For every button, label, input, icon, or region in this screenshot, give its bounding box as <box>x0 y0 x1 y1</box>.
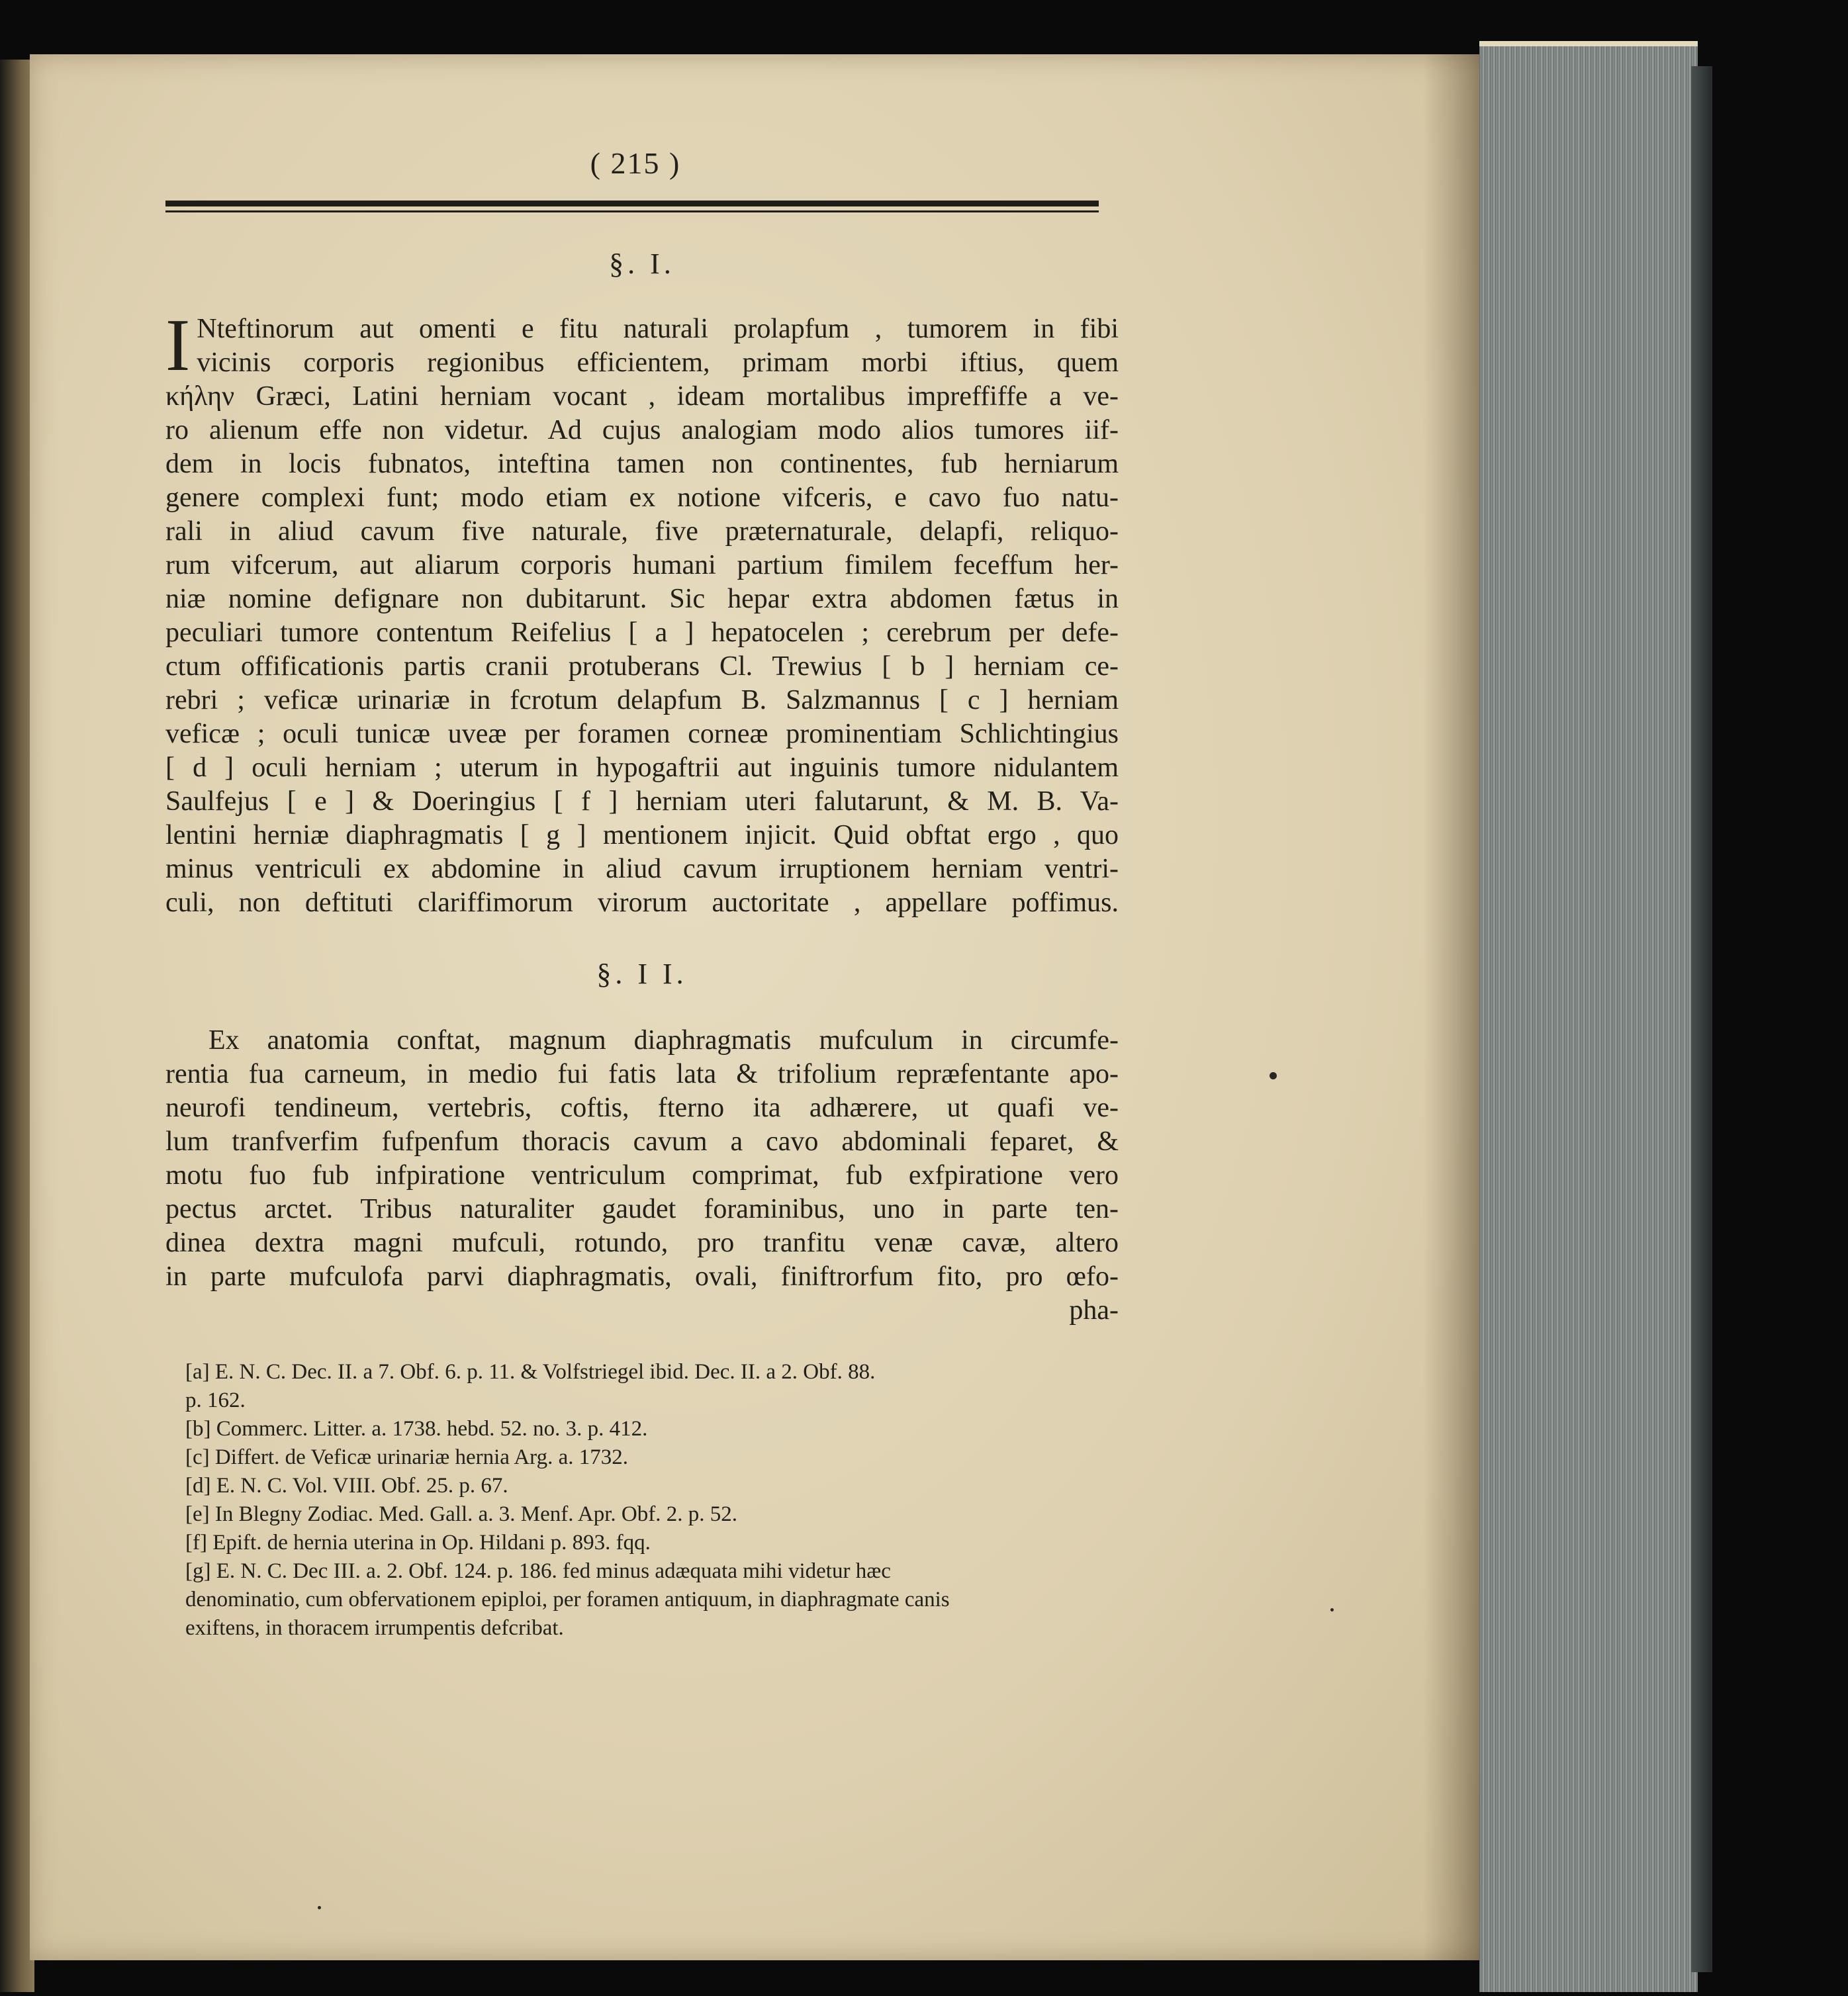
text-line: κήλην Græci, Latini herniam vocant , ideam mortalibus impreffiffe a ve- <box>165 381 1119 412</box>
text-line: peculiari tumore contentum Reifelius [ a ] hepatocelen ; cerebrum per defe- <box>165 617 1119 648</box>
text-line: rum vifcerum, aut aliarum corporis humani partium fimilem feceffum her- <box>165 550 1119 580</box>
text-line: rali in aliud cavum five naturale, five præternaturale, delapfi, reliquo- <box>165 516 1119 547</box>
text-line: Nteftinorum aut omenti e fitu naturali prolapfum , tumorem in fibi <box>197 314 1119 344</box>
footnote: [c] Differt. de Veficæ urinariæ hernia Arg. a. 1732. <box>185 1445 628 1469</box>
gutter-shadow <box>1423 54 1486 1960</box>
text-line: rebri ; veficæ urinariæ in fcrotum delapfum B. Salzmannus [ c ] herniam <box>165 685 1119 715</box>
text-line: neurofi tendineum, vertebris, coftis, fterno ita adhærere, ut quafi ve- <box>165 1093 1119 1123</box>
text-line: Ex anatomia conftat, magnum diaphragmatis mufculum in circumfe- <box>208 1025 1119 1056</box>
text-line: Saulfejus [ e ] & Doeringius [ f ] herniam uteri falutarunt, & M. B. Va- <box>165 786 1119 817</box>
text-line: lentini herniæ diaphragmatis [ g ] mentionem injicit. Quid obftat ergo , quo <box>165 820 1119 850</box>
section-heading-2: §. I I. <box>596 958 688 990</box>
footnote: [e] In Blegny Zodiac. Med. Gall. a. 3. Menf. Apr. Obf. 2. p. 52. <box>185 1502 737 1526</box>
text-line: rentia fua carneum, in medio fui fatis lata & trifolium repræfentante apo- <box>165 1059 1119 1089</box>
footnote: [g] E. N. C. Dec III. a. 2. Obf. 124. p. 186. fed minus adæquata mihi videtur hæc <box>185 1559 891 1583</box>
page-number: ( 215 ) <box>590 146 681 180</box>
page-stack-edge <box>1479 46 1698 1992</box>
footnotes <box>185 1358 1119 1643</box>
footnote: [a] E. N. C. Dec. II. a 7. Obf. 6. p. 11. & Volfstriegel ibid. Dec. II. a 2. Obf. 88. <box>185 1360 876 1384</box>
text-line: minus ventriculi ex abdomine in aliud cavum irruptionem herniam ventri- <box>165 854 1119 884</box>
text-line: lum tranfverfim fufpenfum thoracis cavum a cavo abdominali feparet, & <box>165 1126 1119 1157</box>
paragraph-2 <box>165 1024 1119 1328</box>
text-line: pectus arctet. Tribus naturaliter gaudet foraminibus, uno in parte ten- <box>165 1194 1119 1224</box>
text-line: ctum offificationis partis cranii protuberans Cl. Trewius [ b ] herniam ce- <box>165 651 1119 682</box>
section-heading-1: §. I. <box>609 248 675 280</box>
header-rule-thin <box>165 210 1099 212</box>
text-line: niæ nomine defignare non dubitarunt. Sic hepar extra abdomen fætus in <box>165 584 1119 614</box>
text-line: ro alienum effe non videtur. Ad cujus analogiam modo alios tumores iif- <box>165 415 1119 445</box>
footnote: [f] Epift. de hernia uterina in Op. Hildani p. 893. fqq. <box>185 1531 651 1555</box>
drop-cap: I <box>165 304 191 386</box>
text-line: motu fuo fub infpiratione ventriculum comprimat, fub exfpiratione vero <box>165 1160 1119 1191</box>
text-line: dinea dextra magni mufculi, rotundo, pro tranfitu venæ cavæ, altero <box>165 1228 1119 1258</box>
text-line: genere complexi funt; modo etiam ex notione vifceris, e cavo fuo natu- <box>165 482 1119 513</box>
text-line: [ d ] oculi herniam ; uterum in hypogaftrii aut inguinis tumore nidulantem <box>165 752 1119 783</box>
footnote: [d] E. N. C. Vol. VIII. Obf. 25. p. 67. <box>185 1474 508 1498</box>
header-rule-thick <box>165 201 1099 206</box>
text-line: culi, non deftituti clariffimorum virorum auctoritate , appellare poffimus. <box>165 887 1119 918</box>
book-cover-edge <box>1691 66 1712 1972</box>
text-area <box>165 146 1119 1643</box>
text-line: veficæ ; oculi tunicæ uveæ per foramen corneæ prominentiam Schlichtingius <box>165 719 1119 749</box>
text-line: in parte mufculofa parvi diaphragmatis, ovali, finiftrorfum fito, pro œfo- <box>165 1261 1119 1292</box>
text-line: dem in locis fubnatos, inteftina tamen non continentes, fub herniarum <box>165 449 1119 479</box>
footnote: [b] Commerc. Litter. a. 1738. hebd. 52. no. 3. p. 412. <box>185 1417 648 1441</box>
footnote-continuation: p. 162. <box>185 1388 246 1412</box>
footnote-continuation: exiftens, in thoracem irrumpentis defcribat. <box>185 1616 564 1640</box>
paragraph-1 <box>165 304 1119 920</box>
text-line: vicinis corporis regionibus efficientem, primam morbi iftius, quem <box>197 347 1119 378</box>
catchword: pha- <box>1069 1295 1119 1326</box>
footnote-continuation: denominatio, cum obfervationem epiploi, per foramen antiquum, in diaphragmate canis <box>185 1588 950 1611</box>
